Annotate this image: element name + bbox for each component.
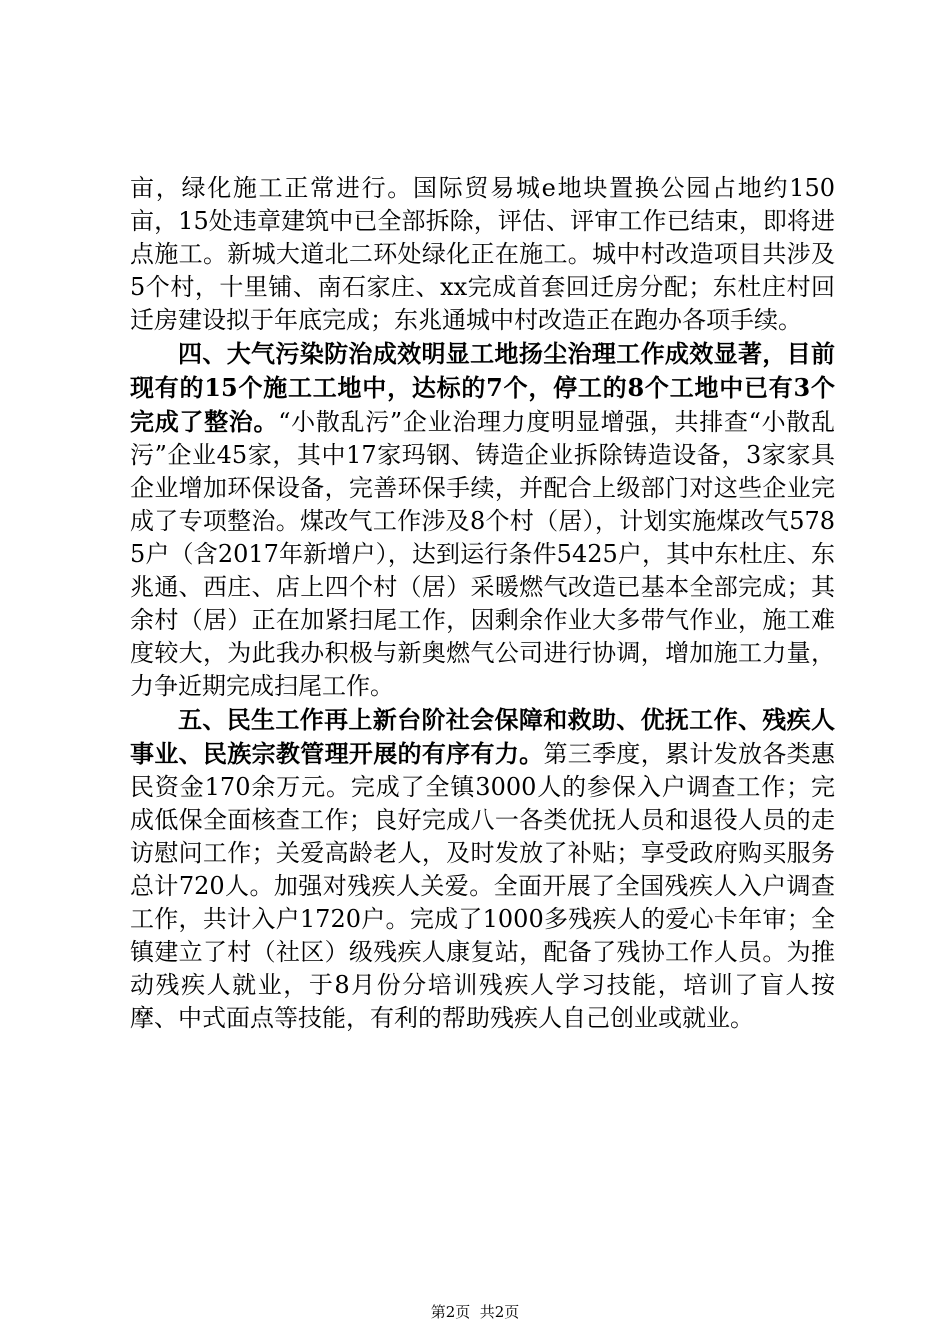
section-heading: 五、民生工作再上新台阶社会保障和救助、优抚工作、残疾人事业、民族宗教管理开展的有序有力。 xyxy=(130,705,835,768)
paragraph-section-4 xyxy=(130,337,835,703)
paragraph-text: “小散乱污”企业治理力度明显增强，共排查“小散乱污”企业45家，其中17家玛钢、铸造企业拆除铸造设备，3家家具企业增加环保设备，完善环保手续，并配合上级部门对这些企业完成了专项整治。煤改气工作涉及8个村（居），计划实施煤改气5785户（含2017年新增户），达到运行条件5425户，其中东杜庄、东兆通、西庄、店上四个村（居）采暖燃气改造已基本全部完成；其余村（居）正在加紧扫尾工作，因剩余作业大多带气作业，施工难度较大，为此我办积极与新奥燃气公司进行协调，增加施工力量，力争近期完成扫尾工作。 xyxy=(130,408,836,700)
page-number-label: 第2页 共2页 xyxy=(430,1303,520,1321)
section-heading: 四、大气污染防治成效明显工地扬尘治理工作成效显著，目前现有的15个施工工地中，达标的7个，停工的8个工地中已有3个完成了整治。 xyxy=(130,339,835,436)
paragraph-continuation xyxy=(130,172,835,337)
paragraph-section-5 xyxy=(130,703,835,1035)
paragraph-text: 亩，绿化施工正常进行。国际贸易城e地块置换公园占地约150亩，15处违章建筑中已全部拆除，评估、评审工作已结束，即将进点施工。新城大道北二环处绿化正在施工。城中村改造项目共涉及5个村，十里铺、南石家庄、xx完成首套回迁房分配；东杜庄村回迁房建设拟于年底完成；东兆通城中村改造正在跑办各项手续。 xyxy=(130,174,835,334)
document-body xyxy=(130,172,835,1035)
paragraph-text: 第三季度，累计发放各类惠民资金170余万元。完成了全镇3000人的参保入户调查工作；完成低保全面核查工作；良好完成八一各类优抚人员和退役人员的走访慰问工作；关爱高龄老人，及时发放了补贴；享受政府购买服务总计720人。加强对残疾人关爱。全面开展了全国残疾人入户调查工作，共计入户1720户。完成了1000多残疾人的爱心卡年审；全镇建立了村（社区）级残疾人康复站，配备了残协工作人员。为推动残疾人就业，于8月份分培训残疾人学习技能，培训了盲人按摩、中式面点等技能，有利的帮助残疾人自己创业或就业。 xyxy=(130,740,836,1032)
page-footer xyxy=(0,1302,950,1322)
